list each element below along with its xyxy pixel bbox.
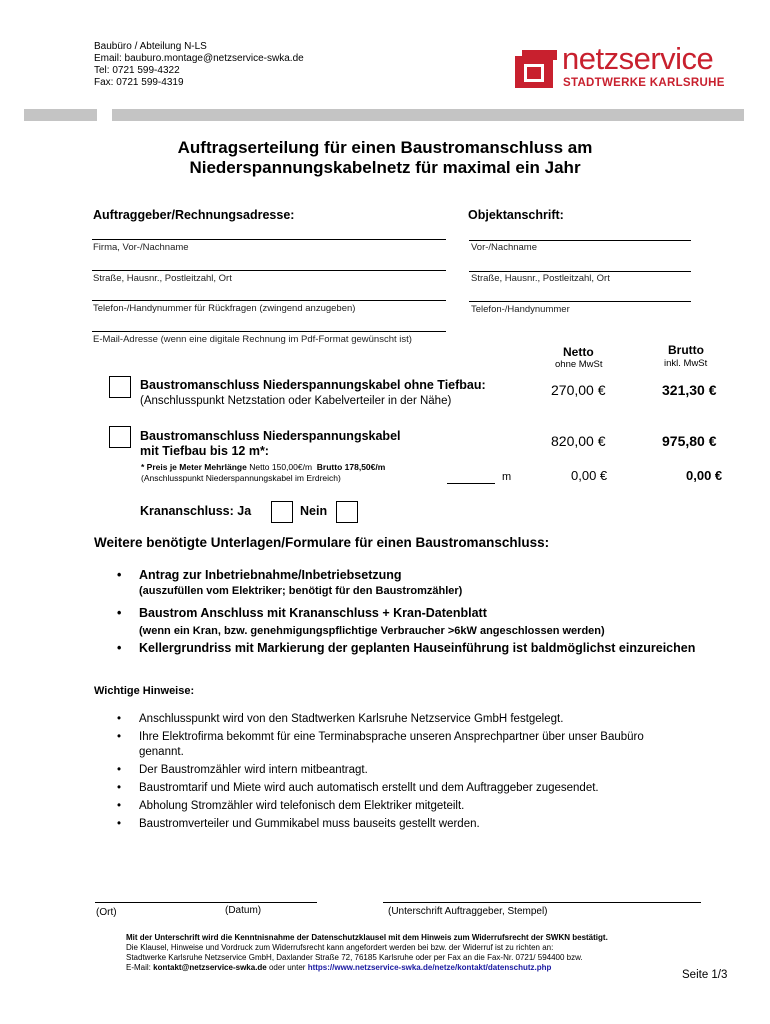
hint-item: • Ihre Elektrofirma bekommt für eine Terminabsprache unseren Ansprechpartner über unser Baubüro genannt. <box>117 730 667 760</box>
header-email: Email: bauburo.montage@netzservice-swka.de <box>94 53 304 64</box>
option-2-checkbox[interactable] <box>109 426 131 448</box>
place-label: (Ort) <box>96 907 117 918</box>
kran-no-label: Nein <box>300 504 328 518</box>
logo-subtext: STADTWERKE KARLSRUHE <box>563 77 725 89</box>
signature-label: (Unterschrift Auftraggeber, Stempel) <box>388 906 548 917</box>
title-line-2: Niederspannungskabelnetz für maximal ein Jahr <box>189 158 581 177</box>
client-street-line[interactable] <box>92 270 446 271</box>
option-1-netto: 270,00 € <box>551 382 606 398</box>
header-bar-left <box>24 109 97 121</box>
header-contact <box>94 41 304 89</box>
brutto-header: Brutto <box>668 343 704 357</box>
document-item-2 <box>117 606 707 639</box>
object-name-line[interactable] <box>469 240 691 241</box>
client-email-line[interactable] <box>92 331 446 332</box>
object-street-label: Straße, Hausnr., Postleitzahl, Ort <box>471 273 610 284</box>
option-2-note <box>141 462 385 484</box>
option-2-netto: 820,00 € <box>551 433 606 449</box>
client-name-label: Firma, Vor-/Nachname <box>93 242 189 253</box>
hint-item: • Anschlusspunkt wird von den Stadtwerken Karlsruhe Netzservice GmbH festgelegt. <box>117 712 677 727</box>
document-item-3 <box>117 641 707 656</box>
document-item-1-note: (auszufüllen vom Elektriker; benötigt für den Baustromzähler) <box>139 585 463 597</box>
option-2-title-line-1: Baustromanschluss Niederspannungskabel <box>140 429 401 443</box>
kran-no-checkbox[interactable] <box>336 501 358 523</box>
object-phone-label: Telefon-/Handynummer <box>471 304 570 315</box>
documents-list <box>117 568 707 656</box>
object-heading: Objektanschrift: <box>468 208 564 222</box>
hints-list <box>117 712 677 832</box>
netzservice-logo <box>515 41 755 94</box>
logo-text: netzservice <box>562 41 714 76</box>
footer-line-3: Stadtwerke Karlsruhe Netzservice GmbH, Daxlander Straße 72, 76185 Karlsruhe oder per Fax an die Fax-Nr. 0721/ 594400 bzw. <box>126 953 583 962</box>
document-item-1 <box>117 568 707 599</box>
client-street-label: Straße, Hausnr., Postleitzahl, Ort <box>93 273 232 284</box>
privacy-footer <box>126 933 686 973</box>
option-2-note-line-2: (Anschlusspunkt Niederspannungskabel im Erdreich) <box>141 473 341 483</box>
netto-subheader: ohne MwSt <box>555 359 603 370</box>
option-2-note-prefix: * Preis je Meter Mehrlänge <box>141 462 247 472</box>
netto-header: Netto <box>563 345 594 359</box>
document-item-2-note: (wenn ein Kran, bzw. genehmigungspflichtige Verbraucher >6kW angeschlossen werden) <box>139 625 605 637</box>
meter-input-line[interactable] <box>447 483 495 484</box>
document-item-3-title: • Kellergrundriss mit Markierung der geplanten Hauseinführung ist baldmöglichst einzureichen <box>139 641 696 655</box>
footer-line-2: Die Klausel, Hinweise und Vordruck zum Widerrufsrecht kann angefordert werden bei bzw. der Widerruf ist zu richten an: <box>126 943 554 952</box>
document-item-1-title: • Antrag zur Inbetriebnahme/Inbetriebsetzung <box>139 568 402 582</box>
date-label: (Datum) <box>225 905 262 916</box>
option-1-checkbox[interactable] <box>109 376 131 398</box>
footer-email-mid: oder unter <box>268 963 306 972</box>
place-date-line[interactable] <box>95 902 317 903</box>
office-name: Baubüro / Abteilung N-LS <box>94 41 207 52</box>
page-number: Seite 1/3 <box>682 969 728 981</box>
logo-mark-icon <box>515 50 557 88</box>
client-name-line[interactable] <box>92 239 446 240</box>
option-2-title-line-2: mit Tiefbau bis 12 m*: <box>140 444 269 458</box>
hint-item: • Abholung Stromzähler wird telefonisch dem Elektriker mitgeteilt. <box>117 799 677 814</box>
title-line-1: Auftragserteilung für einen Baustromanschluss am <box>177 138 593 157</box>
object-street-line[interactable] <box>469 271 691 272</box>
option-1-brutto: 321,30 € <box>662 382 717 398</box>
object-phone-line[interactable] <box>469 301 691 302</box>
kran-label: Krananschluss: Ja <box>140 504 252 518</box>
option-1-title: Baustromanschluss Niederspannungskabel ohne Tiefbau: <box>140 378 486 392</box>
footer-email-prefix: E-Mail: <box>126 963 151 972</box>
brutto-subheader: inkl. MwSt <box>664 358 708 369</box>
client-email-label: E-Mail-Adresse (wenn eine digitale Rechnung im Pdf-Format gewünscht ist) <box>93 334 412 345</box>
hint-item: • Baustromverteiler und Gummikabel muss bauseits gestellt werden. <box>117 817 677 832</box>
signature-line[interactable] <box>383 902 701 903</box>
option-2-note-brutto: Brutto 178,50€/m <box>316 462 386 472</box>
client-phone-label: Telefon-/Handynummer für Rückfragen (zwingend anzugeben) <box>93 303 356 314</box>
option-2-note-netto: Netto 150,00€/m <box>249 462 313 472</box>
object-name-label: Vor-/Nachname <box>471 242 538 253</box>
option-1-subtitle: (Anschlusspunkt Netzstation oder Kabelverteiler in der Nähe) <box>140 395 452 407</box>
footer-line-1: Mit der Unterschrift wird die Kenntnisnahme der Datenschutzklausel mit dem Hinweis zum Widerrufsrecht der SWKN bestätigt. <box>126 933 608 942</box>
footer-email-link[interactable]: kontakt@netzservice-swka.de <box>153 963 267 972</box>
hint-item: • Baustromtarif und Miete wird auch automatisch erstellt und dem Auftraggeber zugesendet. <box>117 781 677 796</box>
hint-item: • Der Baustromzähler wird intern mitbeantragt. <box>117 763 677 778</box>
extra-brutto: 0,00 € <box>686 468 723 483</box>
client-phone-line[interactable] <box>92 300 446 301</box>
header-bar-right <box>112 109 744 121</box>
meter-unit: m <box>502 471 512 483</box>
header-fax: Fax: 0721 599-4319 <box>94 77 184 88</box>
client-heading: Auftraggeber/Rechnungsadresse: <box>93 208 295 222</box>
header-tel: Tel: 0721 599-4322 <box>94 65 180 76</box>
extra-netto: 0,00 € <box>571 468 608 483</box>
page-title <box>0 138 770 178</box>
option-2-title <box>140 429 401 459</box>
documents-heading: Weitere benötigte Unterlagen/Formulare für einen Baustromanschluss: <box>94 535 550 550</box>
option-2-brutto: 975,80 € <box>662 433 717 449</box>
kran-yes-checkbox[interactable] <box>271 501 293 523</box>
footer-url-link[interactable]: https://www.netzservice-swka.de/netze/kontakt/datenschutz.php <box>307 963 552 972</box>
document-item-2-title: • Baustrom Anschluss mit Krananschluss + Kran-Datenblatt <box>139 606 487 620</box>
hints-heading: Wichtige Hinweise: <box>94 685 195 697</box>
